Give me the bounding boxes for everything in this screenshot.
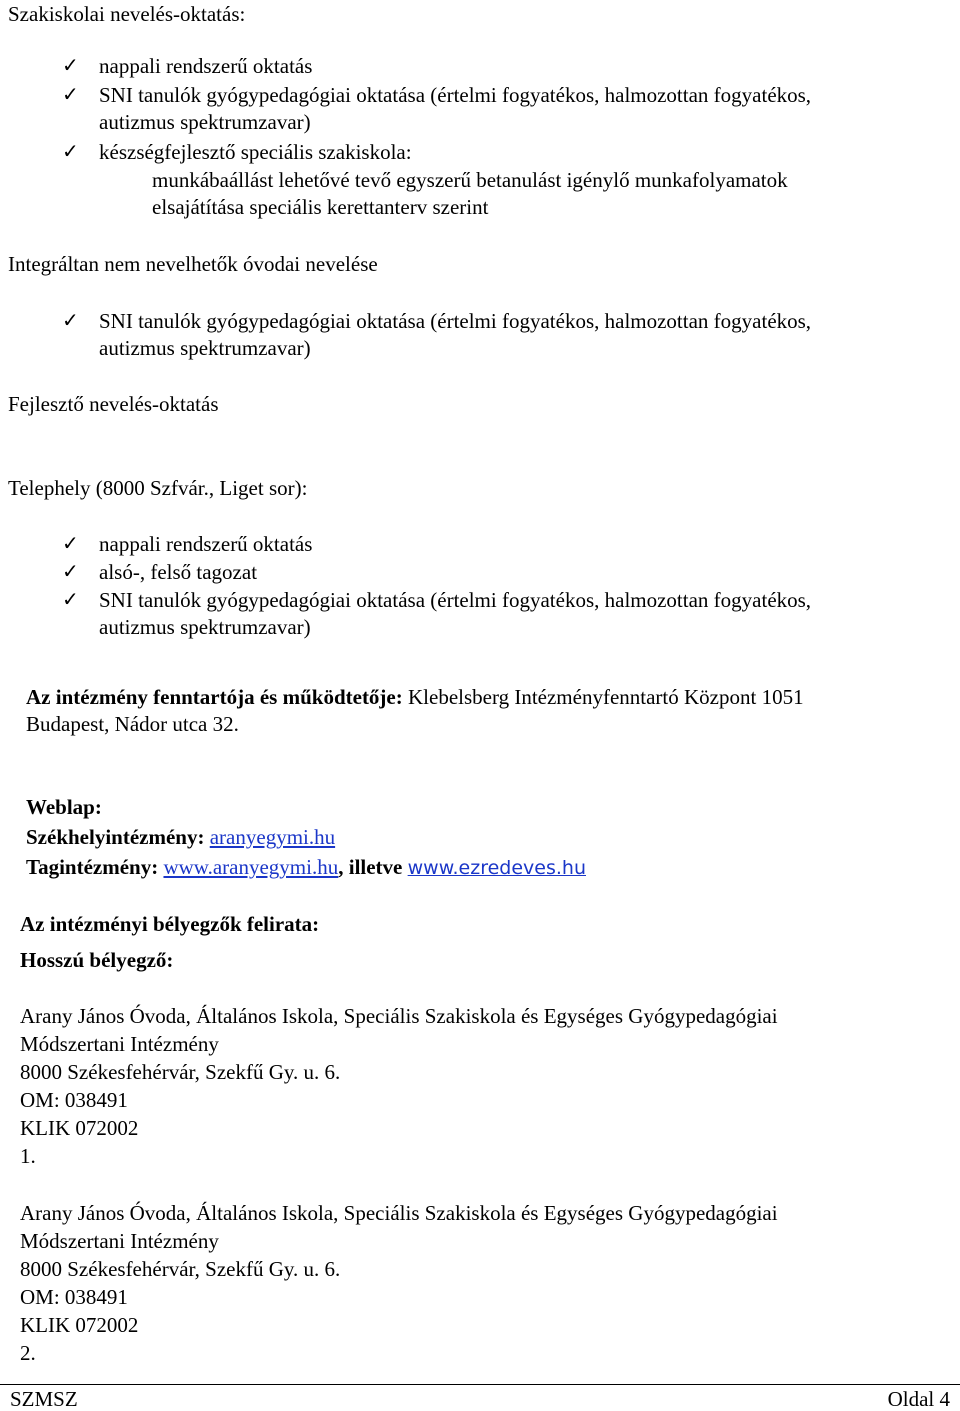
checkmark-icon: ✓ — [62, 53, 79, 77]
maintainer-label: Az intézmény fenntartója és működtetője: — [26, 685, 403, 709]
seat-link[interactable]: aranyegymi.hu — [209, 825, 336, 849]
member-link-2[interactable]: www.ezredeves.hu — [407, 857, 586, 879]
stamp-1-number: 1. — [20, 1144, 36, 1168]
checkmark-icon: ✓ — [62, 82, 79, 106]
section-heading: Telephely (8000 Szfvár., Liget sor): — [8, 476, 308, 500]
list-item-continuation: autizmus spektrumzavar) — [99, 336, 311, 360]
list-item-continuation: autizmus spektrumzavar) — [99, 110, 311, 134]
checkmark-icon: ✓ — [62, 139, 79, 163]
list-item-continuation: autizmus spektrumzavar) — [99, 615, 311, 639]
seat-label: Székhelyintézmény: — [26, 825, 205, 849]
page-footer — [0, 1384, 960, 1411]
footer-page-number: Oldal 4 — [887, 1387, 950, 1411]
stamp-2-line: Módszertani Intézmény — [20, 1229, 219, 1253]
checkmark-icon: ✓ — [62, 308, 79, 332]
stamp-1-line: Módszertani Intézmény — [20, 1032, 219, 1056]
web-member-line — [26, 857, 586, 878]
stamp-2-line: Arany János Óvoda, Általános Iskola, Speciális Szakiskola és Egységes Gyógypedagógiai — [20, 1201, 778, 1225]
list-item: SNI tanulók gyógypedagógiai oktatása (értelmi fogyatékos, halmozottan fogyatékos, — [99, 309, 812, 333]
stamp-1-line: Arany János Óvoda, Általános Iskola, Speciális Szakiskola és Egységes Gyógypedagógiai — [20, 1004, 778, 1028]
checkmark-icon: ✓ — [62, 587, 79, 611]
checkmark-icon: ✓ — [62, 559, 79, 583]
stamp-1-line: OM: 038491 — [20, 1088, 128, 1112]
list-item: nappali rendszerű oktatás — [99, 54, 313, 78]
member-link[interactable]: www.aranyegymi.hu — [163, 855, 339, 879]
list-item: SNI tanulók gyógypedagógiai oktatása (értelmi fogyatékos, halmozottan fogyatékos, — [99, 83, 812, 107]
list-item: SNI tanulók gyógypedagógiai oktatása (értelmi fogyatékos, halmozottan fogyatékos, — [99, 588, 812, 612]
list-item: alsó-, felső tagozat — [99, 560, 258, 584]
maintainer-address: Budapest, Nádor utca 32. — [26, 712, 239, 736]
web-seat-line — [26, 827, 335, 848]
stamp-2-number: 2. — [20, 1341, 36, 1365]
web-heading: Weblap: — [26, 795, 102, 819]
section-heading: Integráltan nem nevelhetők óvodai nevelése — [8, 252, 378, 276]
member-separator: , illetve — [338, 855, 403, 879]
maintainer-line — [26, 687, 804, 708]
maintainer-text: Klebelsberg Intézményfenntartó Központ 1051 — [408, 685, 804, 709]
member-label: Tagintézmény: — [26, 855, 159, 879]
list-item: készségfejlesztő speciális szakiskola: — [99, 140, 412, 164]
stamp-1-line: 8000 Székesfehérvár, Szekfű Gy. u. 6. — [20, 1060, 341, 1084]
stamps-heading: Az intézményi bélyegzők felirata: — [20, 912, 320, 936]
stamp-2-line: 8000 Székesfehérvár, Szekfű Gy. u. 6. — [20, 1257, 341, 1281]
section-heading: Szakiskolai nevelés-oktatás: — [8, 2, 246, 26]
list-item: nappali rendszerű oktatás — [99, 532, 313, 556]
stamp-2-line: KLIK 072002 — [20, 1313, 139, 1337]
checkmark-icon: ✓ — [62, 531, 79, 555]
list-subtext: elsajátítása speciális kerettanterv szerint — [152, 195, 489, 219]
stamp-2-line: OM: 038491 — [20, 1285, 128, 1309]
list-subtext: munkábaállást lehetővé tevő egyszerű betanulást igénylő munkafolyamatok — [152, 168, 788, 192]
stamps-subheading: Hosszú bélyegző: — [20, 948, 174, 972]
section-heading: Fejlesztő nevelés-oktatás — [8, 392, 219, 416]
stamp-1-line: KLIK 072002 — [20, 1116, 139, 1140]
footer-left: SZMSZ — [10, 1387, 78, 1411]
